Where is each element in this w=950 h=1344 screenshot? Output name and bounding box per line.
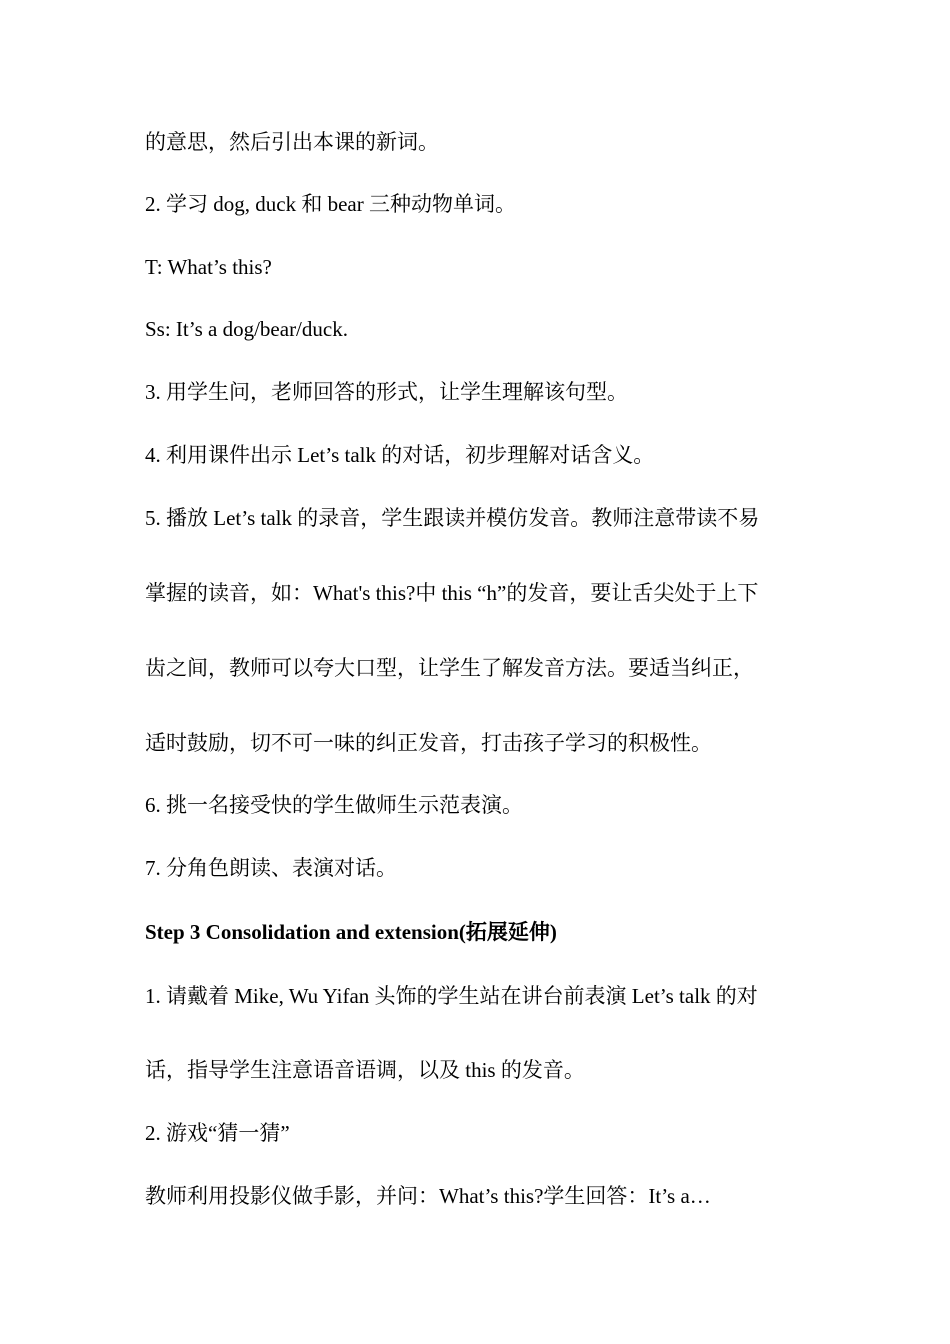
paragraph-line: 掌握的读音，如：What's this?中 this “h”的发音，要让舌尖处于上下: [145, 581, 759, 605]
list-item-5: 5. 播放 Let’s talk 的录音，学生跟读并模仿发音。教师注意带读不易: [145, 506, 760, 530]
paragraph-line: 齿之间，教师可以夸大口型，让学生了解发音方法。要适当纠正，: [145, 656, 754, 680]
list-item-4: 4. 利用课件出示 Let’s talk 的对话，初步理解对话含义。: [145, 443, 655, 467]
list-item-1: 1. 请戴着 Mike, Wu Yifan 头饰的学生站在讲台前表演 Let’s talk 的对: [145, 984, 758, 1008]
paragraph-line: 的意思，然后引出本课的新词。: [145, 130, 439, 154]
dialogue-line-teacher: T: What’s this?: [145, 255, 272, 279]
section-heading: Step 3 Consolidation and extension(拓展延伸): [145, 920, 557, 944]
list-item-7: 7. 分角色朗读、表演对话。: [145, 856, 397, 880]
list-item-2: 2. 学习 dog, duck 和 bear 三种动物单词。: [145, 192, 516, 216]
paragraph-line: 适时鼓励，切不可一味的纠正发音，打击孩子学习的积极性。: [145, 731, 712, 755]
paragraph-line: 话，指导学生注意语音语调，以及 this 的发音。: [145, 1058, 585, 1082]
list-item-3: 3. 用学生问，老师回答的形式，让学生理解该句型。: [145, 380, 628, 404]
list-item-6: 6. 挑一名接受快的学生做师生示范表演。: [145, 793, 523, 817]
paragraph-line: 教师利用投影仪做手影，并问：What’s this?学生回答：It’s a…: [145, 1184, 711, 1208]
list-item-2: 2. 游戏“猜一猜”: [145, 1121, 290, 1145]
dialogue-line-students: Ss: It’s a dog/bear/duck.: [145, 317, 348, 341]
